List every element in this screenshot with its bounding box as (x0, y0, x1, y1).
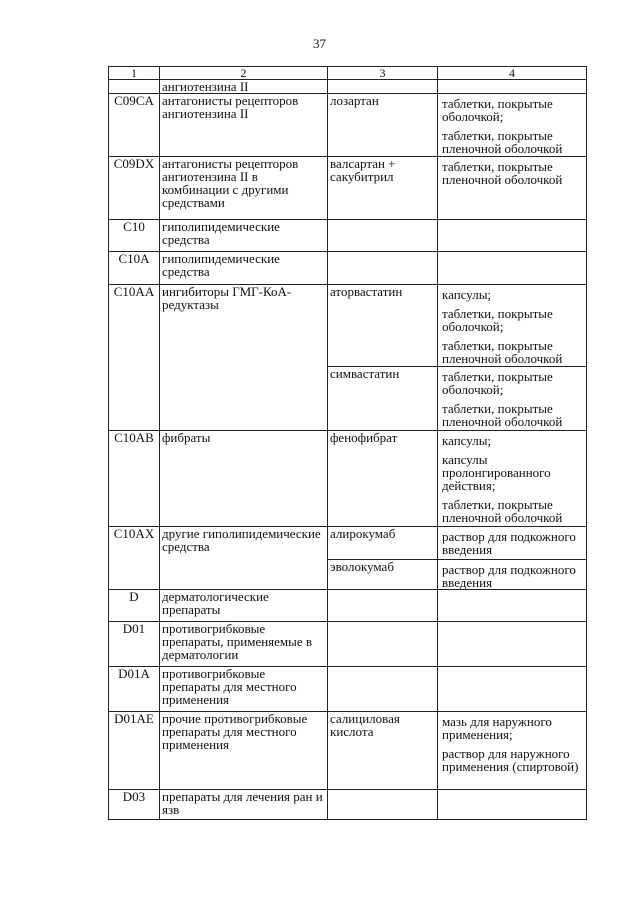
dosage-form: таблетки, покрытые пленочной оболочкой (442, 128, 563, 156)
dosage-forms-cell (438, 431, 587, 527)
table-row (109, 94, 587, 157)
dosage-forms-cell (438, 157, 587, 220)
atc-code-cell: C09DX (109, 157, 160, 220)
pharmacological-group-cell: фибраты (160, 431, 328, 527)
atc-code-cell: C10AB (109, 431, 160, 527)
atc-code-cell: C10 (109, 220, 160, 252)
pharmacological-group-cell: препараты для лечения ран и язв (160, 790, 328, 820)
pharmacological-group-cell: гиполипидемические средства (160, 220, 328, 252)
atc-code-cell: D01AE (109, 712, 160, 790)
pharmacological-group-cell: антагонисты рецепторов ангиотензина II (160, 94, 328, 157)
dosage-forms-cell (438, 622, 587, 667)
table-row (109, 790, 587, 820)
pharmacological-group-cell: дерматологические препараты (160, 590, 328, 622)
substance-cell: эволокумаб (328, 560, 438, 590)
atc-code-cell: C10AA (109, 285, 160, 431)
column-header: 2 (160, 67, 328, 80)
substance-cell: фенофибрат (328, 431, 438, 527)
dosage-forms-cell (438, 527, 587, 560)
atc-code-cell: C09CA (109, 94, 160, 157)
substance-cell (328, 80, 438, 94)
pharmacological-group-cell: прочие противогрибковые препараты для местного применения (160, 712, 328, 790)
substance-cell (328, 622, 438, 667)
column-header: 4 (438, 67, 587, 80)
table-row (109, 622, 587, 667)
pharmacological-group-cell: гиполипидемические средства (160, 252, 328, 285)
substance-cell (328, 252, 438, 285)
page-number: 37 (313, 36, 326, 51)
substance-cell: алирокумаб (328, 527, 438, 560)
pharmacological-group-cell: ангиотензина II (160, 80, 328, 94)
dosage-form: капсулы; (442, 433, 492, 448)
substance-cell: валсартан + сакубитрил (328, 157, 438, 220)
dosage-form: капсулы пролонгированного действия; (442, 452, 551, 493)
dosage-forms-cell (438, 790, 587, 820)
substance-cell (328, 590, 438, 622)
substance-cell (328, 667, 438, 712)
table-body (109, 80, 587, 820)
dosage-form: таблетки, покрытые оболочкой; (442, 306, 553, 334)
atc-code-cell: D (109, 590, 160, 622)
table-header-row (109, 67, 587, 80)
dosage-forms-cell (438, 220, 587, 252)
dosage-forms-cell (438, 80, 587, 94)
dosage-forms-cell (438, 560, 587, 590)
dosage-forms-cell (438, 367, 587, 431)
substance-cell: аторвастатин (328, 285, 438, 367)
dosage-form: раствор для подкожного введения (442, 562, 576, 590)
pharmacological-group-cell: другие гиполипидемические средства (160, 527, 328, 590)
table-row (109, 252, 587, 285)
substance-cell (328, 790, 438, 820)
table-row (109, 590, 587, 622)
substance-cell (328, 220, 438, 252)
table-row (109, 431, 587, 527)
table-row (109, 712, 587, 790)
table-row (109, 285, 587, 367)
dosage-form: таблетки, покрытые пленочной оболочкой (442, 159, 563, 187)
pharmacological-group-cell: противогрибковые препараты, применяемые в дерматологии (160, 622, 328, 667)
dosage-form: таблетки, покрытые оболочкой; (442, 96, 553, 124)
table-row (109, 157, 587, 220)
dosage-forms-cell (438, 712, 587, 790)
substance-cell: лозартан (328, 94, 438, 157)
table-row (109, 80, 587, 94)
drug-list-table (108, 66, 587, 820)
atc-code-cell: C10A (109, 252, 160, 285)
dosage-forms-cell (438, 667, 587, 712)
table-row (109, 667, 587, 712)
dosage-form: раствор для наружного применения (спиртовой) (442, 746, 579, 774)
atc-code-cell: D03 (109, 790, 160, 820)
dosage-form: таблетки, покрытые пленочной оболочкой (442, 338, 563, 366)
atc-code-cell (109, 80, 160, 94)
dosage-form: таблетки, покрытые пленочной оболочкой (442, 401, 563, 429)
dosage-form: мазь для наружного применения; (442, 714, 552, 742)
pharmacological-group-cell: противогрибковые препараты для местного применения (160, 667, 328, 712)
dosage-forms-cell (438, 590, 587, 622)
dosage-forms-cell (438, 285, 587, 367)
atc-code-cell: D01 (109, 622, 160, 667)
pharmacological-group-cell: антагонисты рецепторов ангиотензина II в комбинации с другими средствами (160, 157, 328, 220)
pharmacological-group-cell: ингибиторы ГМГ-КоА-редуктазы (160, 285, 328, 431)
atc-code-cell: C10AX (109, 527, 160, 590)
substance-cell: салициловая кислота (328, 712, 438, 790)
dosage-forms-cell (438, 252, 587, 285)
dosage-forms-cell (438, 94, 587, 157)
column-header: 3 (328, 67, 438, 80)
table-row (109, 220, 587, 252)
dosage-form: таблетки, покрытые пленочной оболочкой (442, 497, 563, 525)
dosage-form: капсулы; (442, 287, 492, 302)
dosage-form: раствор для подкожного введения (442, 529, 576, 557)
dosage-form: таблетки, покрытые оболочкой; (442, 369, 553, 397)
substance-cell: симвастатин (328, 367, 438, 431)
column-header: 1 (109, 67, 160, 80)
table-row (109, 527, 587, 560)
atc-code-cell: D01A (109, 667, 160, 712)
